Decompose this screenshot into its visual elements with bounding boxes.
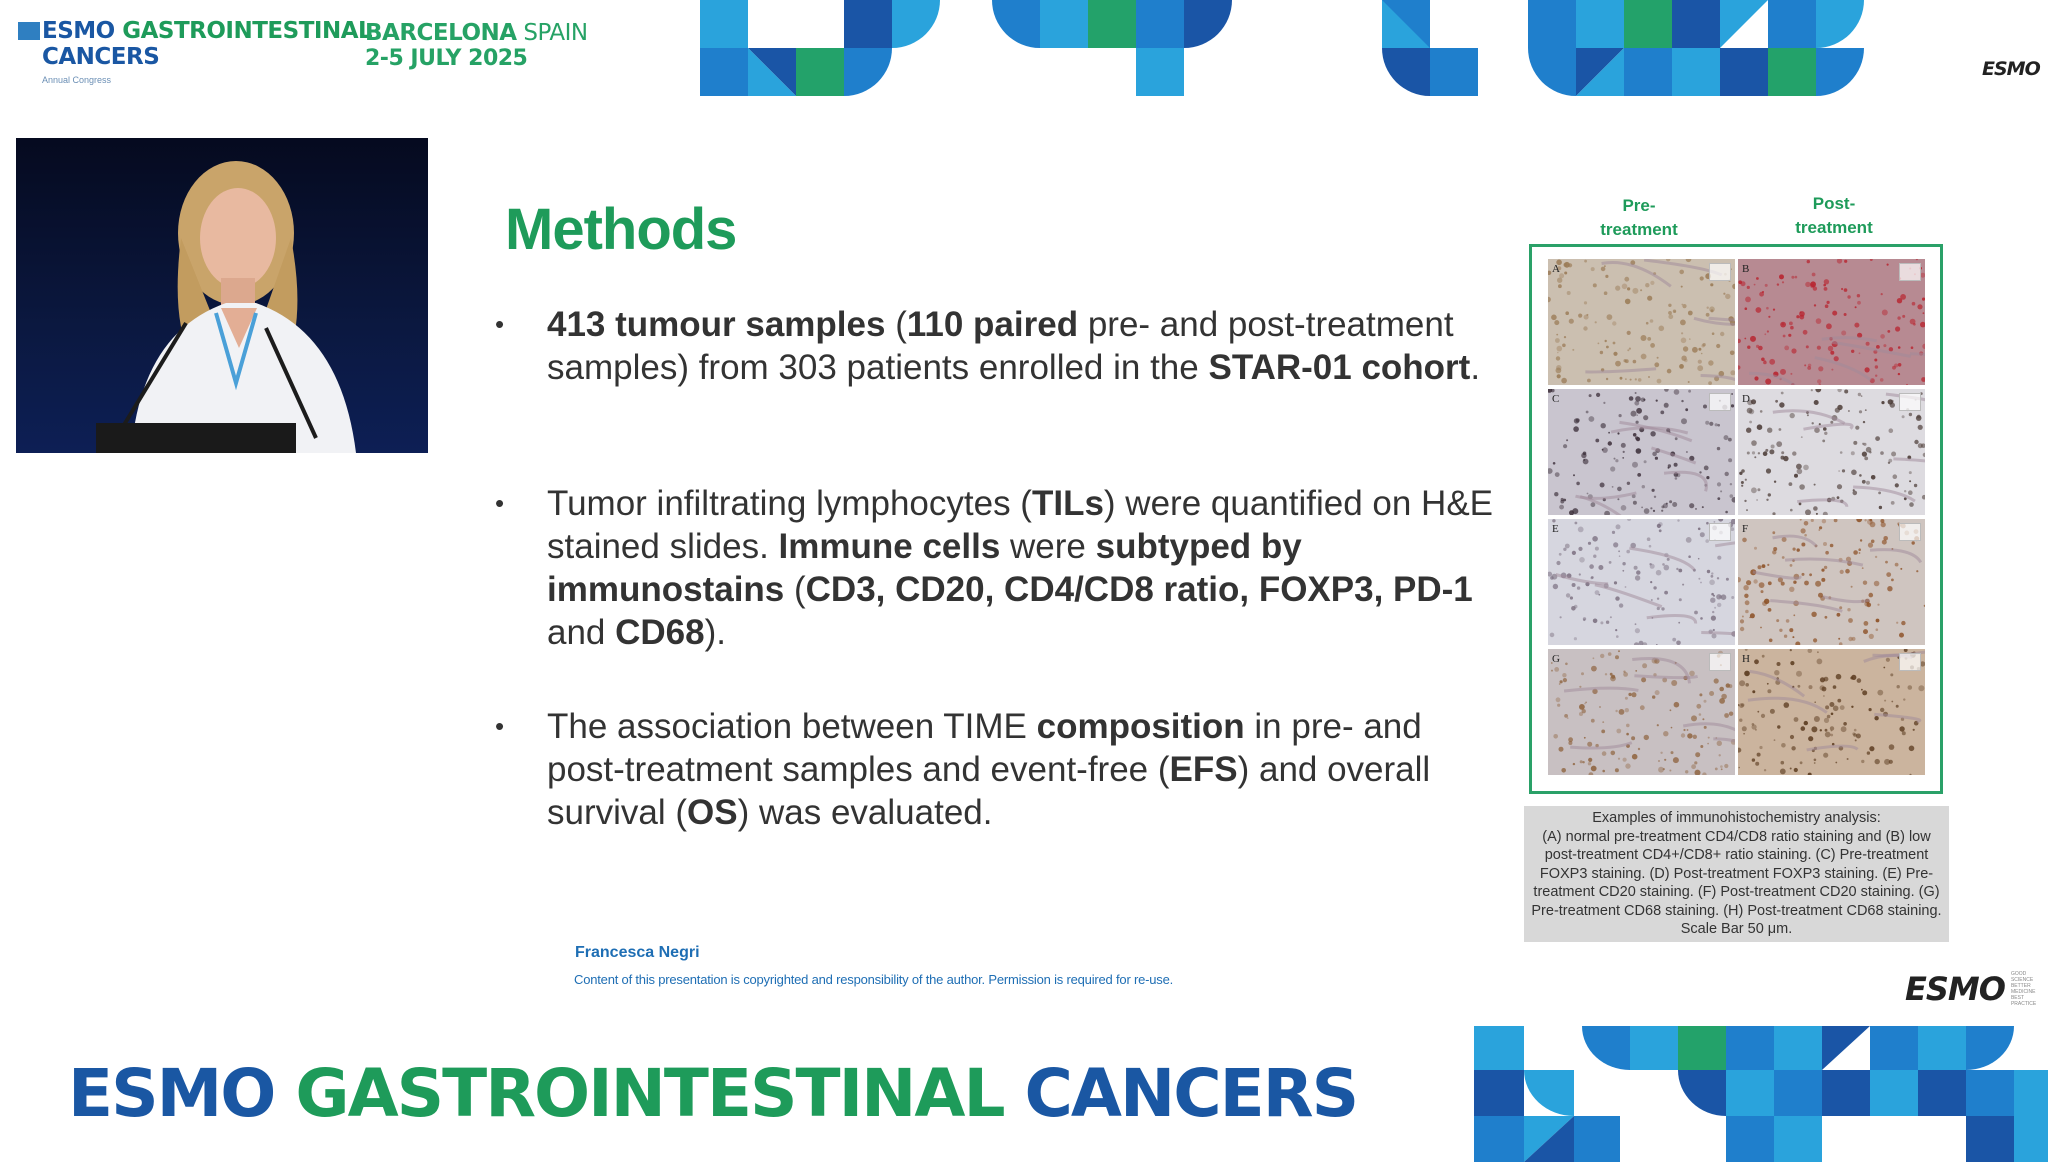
bullet-run: were xyxy=(1000,527,1096,566)
bullet-run: ). xyxy=(704,613,726,652)
bullet-run: ) were quantified on H&E stained slides. xyxy=(547,484,1494,566)
bullet-bold-run: CD3, CD20, CD4/CD8 ratio, FOXP3, PD-1 xyxy=(805,570,1473,609)
speaker-video-frame xyxy=(16,138,428,453)
ihc-panel-inset xyxy=(1899,393,1921,411)
ihc-panel-texture xyxy=(1548,389,1735,515)
ihc-panel-label: G xyxy=(1552,653,1560,665)
bullet-bold-run: 110 paired xyxy=(906,305,1079,344)
ihc-panel-inset xyxy=(1899,653,1921,671)
ihc-panel-label: H xyxy=(1742,653,1750,665)
copyright-notice: Content of this presentation is copyrighted and responsibility of the author. Permission is required for re-use. xyxy=(574,972,1174,987)
bullet-dot: • xyxy=(495,309,505,339)
congress-logo-badge xyxy=(18,22,40,40)
bullet-run: The association between TIME xyxy=(547,707,1037,746)
speaker-video xyxy=(16,138,428,453)
bullet-bold-run: CD68 xyxy=(615,613,705,652)
bullet-bold-run: EFS xyxy=(1169,750,1238,789)
esmo-logo-top-text: ESMO xyxy=(1982,58,2040,80)
congress-subtitle: Annual Congress xyxy=(42,75,112,85)
ihc-header-post-treatment: Post- treatment xyxy=(1795,194,1873,237)
presenter-name: Francesca Negri xyxy=(575,944,700,961)
ihc-panel-a xyxy=(1548,259,1735,385)
ihc-panel-inset xyxy=(1709,653,1731,671)
ihc-panel-label: F xyxy=(1742,523,1749,535)
bullet-run: and xyxy=(547,613,616,652)
ihc-panel-inset xyxy=(1709,263,1731,281)
congress-location xyxy=(365,20,588,46)
ihc-figure-frame xyxy=(1529,244,1943,794)
esmo-tagline-2: BETTER MEDICINE xyxy=(2010,983,2036,995)
ihc-panel-label: E xyxy=(1552,523,1559,535)
congress-city: BARCELONA xyxy=(365,20,517,46)
bullet-run: Tumor infiltrating lymphocytes ( xyxy=(547,484,1032,523)
esmo-tagline-1: GOOD SCIENCE xyxy=(2010,971,2034,983)
bullet-bold-run: composition xyxy=(1036,707,1245,746)
bullet-tils xyxy=(495,482,1495,654)
congress-country: SPAIN xyxy=(516,20,588,46)
ihc-panel-texture xyxy=(1738,649,1925,775)
bullet-bold-run: STAR-01 cohort xyxy=(1208,348,1471,387)
bullet-text xyxy=(547,303,1495,389)
bullet-association xyxy=(495,705,1495,834)
ihc-panel-c xyxy=(1548,389,1735,515)
ihc-panel-f xyxy=(1738,519,1925,645)
bullet-text xyxy=(547,705,1495,834)
footer-title-esmo: ESMO xyxy=(68,1055,296,1132)
congress-title-line2: CANCERS xyxy=(42,44,160,70)
bullet-run: in pre- and post-treatment samples and event-free ( xyxy=(547,707,1422,789)
footer-title-gastro: GASTROINTESTINAL xyxy=(295,1055,1025,1132)
esmo-logo-bottom-text: ESMO xyxy=(1905,970,2005,1008)
ihc-panel-texture xyxy=(1738,389,1925,515)
esmo-logo-tagline xyxy=(2011,971,2048,1007)
ihc-panel-inset xyxy=(1899,263,1921,281)
ihc-header-pre-treatment: Pre- treatment xyxy=(1600,196,1678,239)
congress-dates: 2-5 JULY 2025 xyxy=(365,46,528,71)
ihc-panel-label: A xyxy=(1552,263,1560,275)
esmo-logo-top xyxy=(1982,58,2040,80)
ihc-panel-texture xyxy=(1738,259,1925,385)
slide-title: Methods xyxy=(505,197,737,262)
bullet-run: . xyxy=(1470,348,1481,387)
ihc-panel-label: B xyxy=(1742,263,1750,275)
bullet-run: pre- and post-treatment samples) from 303 patients enrolled in the xyxy=(547,305,1454,387)
ihc-panel-label: D xyxy=(1742,393,1750,405)
ihc-panel-inset xyxy=(1709,393,1731,411)
ihc-panel-texture xyxy=(1738,519,1925,645)
ihc-figure-caption: Examples of immunohistochemistry analysis: (A) normal pre-treatment CD4/CD8 ratio staining and (B) low post-treatment CD4+/CD8+ ratio staining. (C) Pre-treatment FOXP3 staining. (D) Post-treatment FOXP3 staining. (E) Pre-treatment CD20 staining. (F) Post-treatment CD20 staining. (G) Pre-treatment CD68 staining. (H) Post-treatment CD68 staining. Scale Bar 50 μm. xyxy=(1524,806,1949,942)
bullet-bold-run: OS xyxy=(687,793,738,832)
ihc-panel-texture xyxy=(1548,259,1735,385)
bullet-run: ) and overall survival ( xyxy=(547,750,1431,832)
ihc-panel-inset xyxy=(1899,523,1921,541)
bullet-bold-run: 413 tumour samples xyxy=(547,305,886,344)
bullet-bold-run: subtyped by immunostains xyxy=(547,527,1302,609)
bullet-dot: • xyxy=(495,711,505,741)
bullet-text xyxy=(547,482,1495,654)
bullet-bold-run: Immune cells xyxy=(778,527,1001,566)
ihc-panel-label: C xyxy=(1552,393,1560,405)
bullet-samples xyxy=(495,303,1495,389)
congress-title-esmo: ESMO xyxy=(42,18,123,44)
ihc-panel-texture xyxy=(1548,519,1735,645)
ihc-panel-e xyxy=(1548,519,1735,645)
bullet-dot: • xyxy=(495,488,505,518)
footer-congress-title xyxy=(68,1055,1357,1132)
ihc-panel-b xyxy=(1738,259,1925,385)
footer-title-cancers: CANCERS xyxy=(1024,1055,1358,1132)
top-mosaic-decoration xyxy=(690,0,2048,100)
congress-title-gastro: GASTROINTESTINAL xyxy=(122,18,373,44)
ihc-panel-inset xyxy=(1709,523,1731,541)
esmo-tagline-3: BEST PRACTICE xyxy=(2010,995,2037,1007)
esmo-logo-bottom xyxy=(1905,970,2048,1008)
bullet-bold-run: TILs xyxy=(1031,484,1104,523)
congress-title-line1 xyxy=(42,18,372,44)
bullet-run: ( xyxy=(784,570,806,609)
ihc-panel-h xyxy=(1738,649,1925,775)
bullet-run: ( xyxy=(885,305,907,344)
ihc-panel-g xyxy=(1548,649,1735,775)
ihc-panel-d xyxy=(1738,389,1925,515)
bullet-run: ) was evaluated. xyxy=(737,793,993,832)
bottom-mosaic-decoration xyxy=(1470,1024,2048,1162)
ihc-panel-texture xyxy=(1548,649,1735,775)
